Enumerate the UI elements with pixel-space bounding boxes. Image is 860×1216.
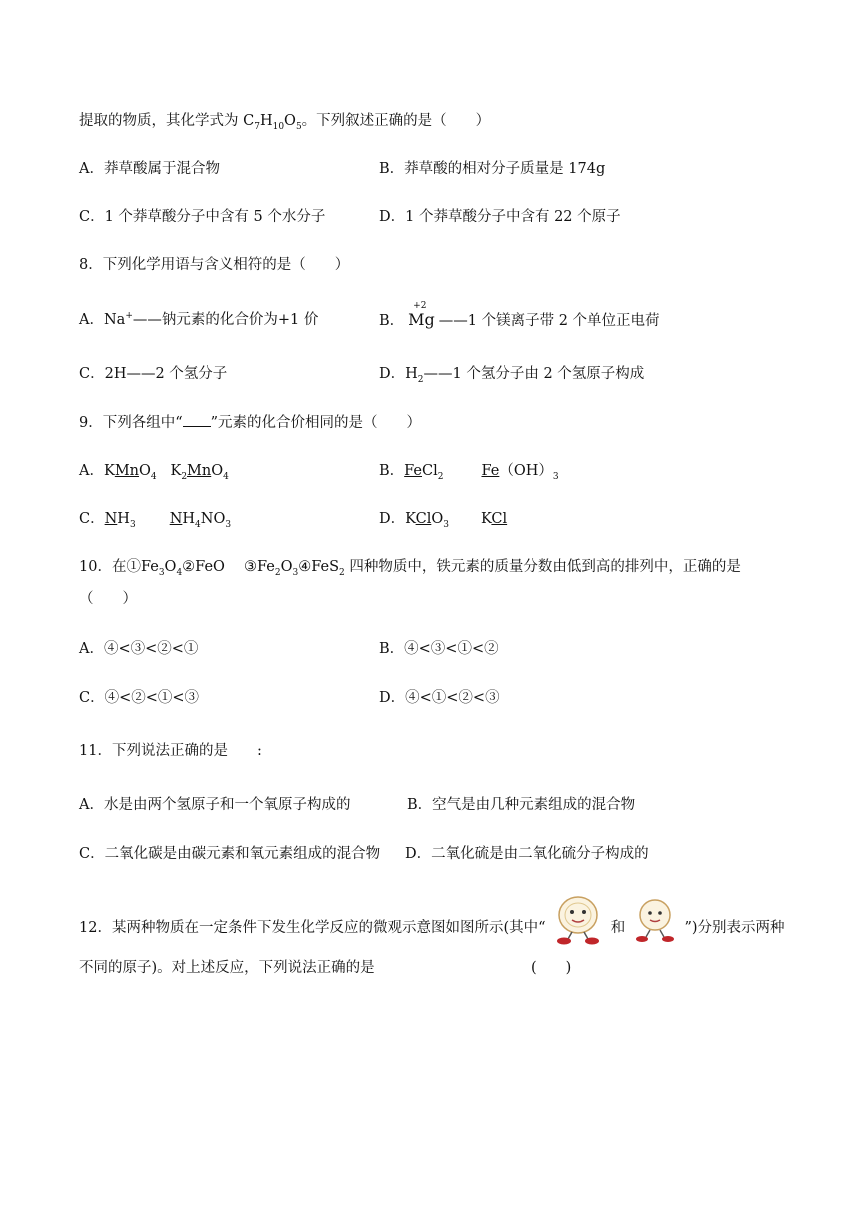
q10-option-b: B．④<③<①<② — [379, 641, 499, 657]
q9-stem: 9．下列各组中“ ”元素的化合价相同的是（ ） — [79, 412, 421, 433]
q12-line1: 12．某两种物质在一定条件下发生化学反应的微观示意图如图所示(其中“ 和 ”)分别表示两种 — [79, 909, 785, 947]
q9-option-a: A．KMnO$_4$ $K_2MnO_4$ — [79, 463, 229, 482]
q8-option-a: A．Na+——钠元素的化合价为+1 价 — [79, 311, 319, 328]
q11-stem: 11．下列说法正确的是 : — [79, 743, 262, 759]
q11-option-a: A．水是由两个氢原子和一个氧原子构成的 — [79, 797, 351, 813]
q7-stem: 提取的物质，其化学式为 $C_7H_{10}O_5$。下列叙述正确的是（ ） — [79, 113, 491, 132]
q8-option-d: D．$H_2——1$ 个氢分子由 2 个氢原子构成 — [379, 366, 645, 385]
q9-option-c: C．$NH_3$ $NH_4NO_3$ — [79, 511, 232, 530]
q7-option-a: A．莽草酸属于混合物 — [79, 161, 220, 177]
q8-option-c: C．2H——2 个氢分子 — [79, 366, 228, 382]
q9-option-b: B．FeCl$_2$ $Fe(OH)_3$ — [379, 463, 559, 482]
q10-option-d: D．④<①<②<③ — [379, 690, 500, 706]
q10-option-a: A．④<③<②<① — [79, 641, 199, 657]
q10-option-c: C．④<②<①<③ — [79, 690, 200, 706]
atom-figure-large-icon — [550, 909, 606, 947]
q7-option-d: D．1 个莽草酸分子中含有 22 个原子 — [379, 209, 621, 225]
q8-option-b: B． +2 Mg ——1 个镁离子带 2 个单位正电荷 — [379, 301, 660, 329]
q7-option-c: C．1 个莽草酸分子中含有 5 个水分子 — [79, 209, 326, 225]
q7-option-b: B．莽草酸的相对分子质量是 174g — [379, 161, 606, 177]
q11-option-d: D．二氧化硫是由二氧化硫分子构成的 — [405, 846, 649, 862]
q12-answer-paren: ( ) — [531, 960, 572, 976]
q9-option-d: D．KClO$_3$ KCl — [379, 511, 508, 530]
q10-stem: 10．在$①Fe_3O_4②FeO$ $③Fe_2O_3④FeS_2$ 四种物质中，铁元素的质量分数由低到高的排列中，正确的是 — [79, 559, 741, 578]
atom-figure-small-icon — [630, 911, 680, 945]
q8-stem: 8．下列化学用语与含义相符的是（ ） — [79, 257, 350, 273]
q12-line2: 不同的原子)。对上述反应，下列说法正确的是 — [79, 960, 375, 976]
underline-blank — [183, 412, 211, 427]
q11-option-b: B．空气是由几种元素组成的混合物 — [407, 797, 636, 813]
q11-option-c: C．二氧化碳是由碳元素和氧元素组成的混合物 — [79, 846, 381, 862]
q10-answer-paren: （ ） — [79, 591, 137, 607]
mg-valence-symbol: +2 Mg — [408, 301, 435, 329]
